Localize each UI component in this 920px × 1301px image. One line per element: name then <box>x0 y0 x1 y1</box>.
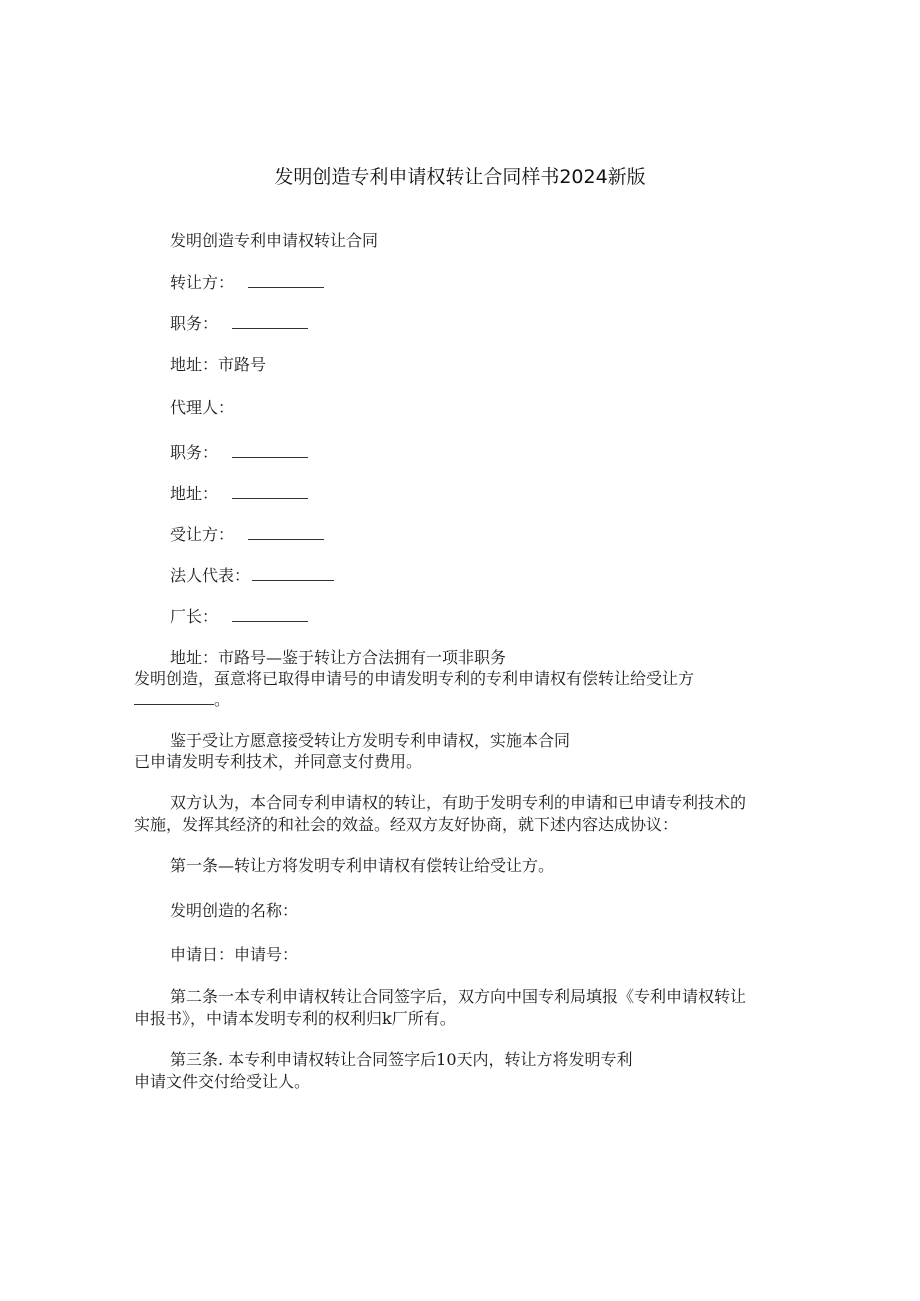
application-date-line: 申请日：申请号： <box>170 945 299 964</box>
address1-line: 地址：市路号 <box>170 355 267 374</box>
transferee-blank <box>248 527 324 540</box>
position1-line <box>170 314 308 334</box>
address3-cont-line: 发明创造，虿意将已取得申请号的申请发明专利的专利申请权有偿转让给受让方 <box>134 669 695 688</box>
legal-rep-blank <box>252 568 334 581</box>
legal-rep-line <box>170 566 334 586</box>
transferee-line <box>170 525 324 545</box>
transferee-label: 受让方： <box>170 525 235 544</box>
invention-name-line: 发明创造的名称： <box>170 901 299 920</box>
transferor-label: 转让方： <box>170 273 235 292</box>
address3-line: 地址：市路号—鉴于转让方合法拥有一项非职务 <box>170 648 507 667</box>
position2-line <box>170 443 308 463</box>
position2-label: 职务： <box>170 443 219 462</box>
address2-line <box>170 484 308 504</box>
para1-line-b: 已申请发明专利技术，并同意支付费用。 <box>134 752 423 771</box>
page-title: 发明创造专利申请权转让合同样书2024新版 <box>274 166 646 188</box>
para2-line-a: 双方认为，本合同专利申请权的转让，有助于发明专利的申请和已申请专利技术的 <box>170 793 747 812</box>
article3-line-b: 申请文件交付给受让人。 <box>134 1072 311 1091</box>
address3-tail-blank <box>134 692 214 705</box>
position1-blank <box>232 316 308 329</box>
para2-line-b: 实施，发挥其经济的和社会的效益。经双方友好协商，就下述内容达成协议： <box>134 815 679 834</box>
position2-blank <box>232 445 308 458</box>
factory-head-line <box>170 607 308 627</box>
article3-line-a: 第三条. 本专利申请权转让合同签字后10天内，转让方将发明专利 <box>170 1050 633 1069</box>
factory-head-blank <box>232 609 308 622</box>
article2-line-a: 第二条一本专利申请权转让合同签字后，双方向中国专利局填报《专利申请权转让 <box>170 987 747 1006</box>
article2-line-b: 申报书》，中请本发明专利的权利归k厂所有。 <box>134 1009 456 1028</box>
factory-head-label: 厂长： <box>170 607 219 626</box>
position1-label: 职务： <box>170 314 219 333</box>
contract-name: 发明创造专利申请权转让合同 <box>170 231 379 250</box>
address3-tail-line <box>134 690 230 710</box>
agent-line: 代理人： <box>170 398 235 417</box>
article1-line: 第一条—转让方将发明专利申请权有偿转让给受让方。 <box>170 856 555 875</box>
address2-label: 地址： <box>170 484 219 503</box>
transferor-line <box>170 273 324 293</box>
address3-tail-period: 。 <box>214 690 231 709</box>
address2-blank <box>232 486 308 499</box>
transferor-blank <box>248 275 324 288</box>
legal-rep-label: 法人代表： <box>170 566 251 585</box>
para1-line-a: 鉴于受让方愿意接受转让方发明专利申请权，实施本合同 <box>170 731 571 750</box>
